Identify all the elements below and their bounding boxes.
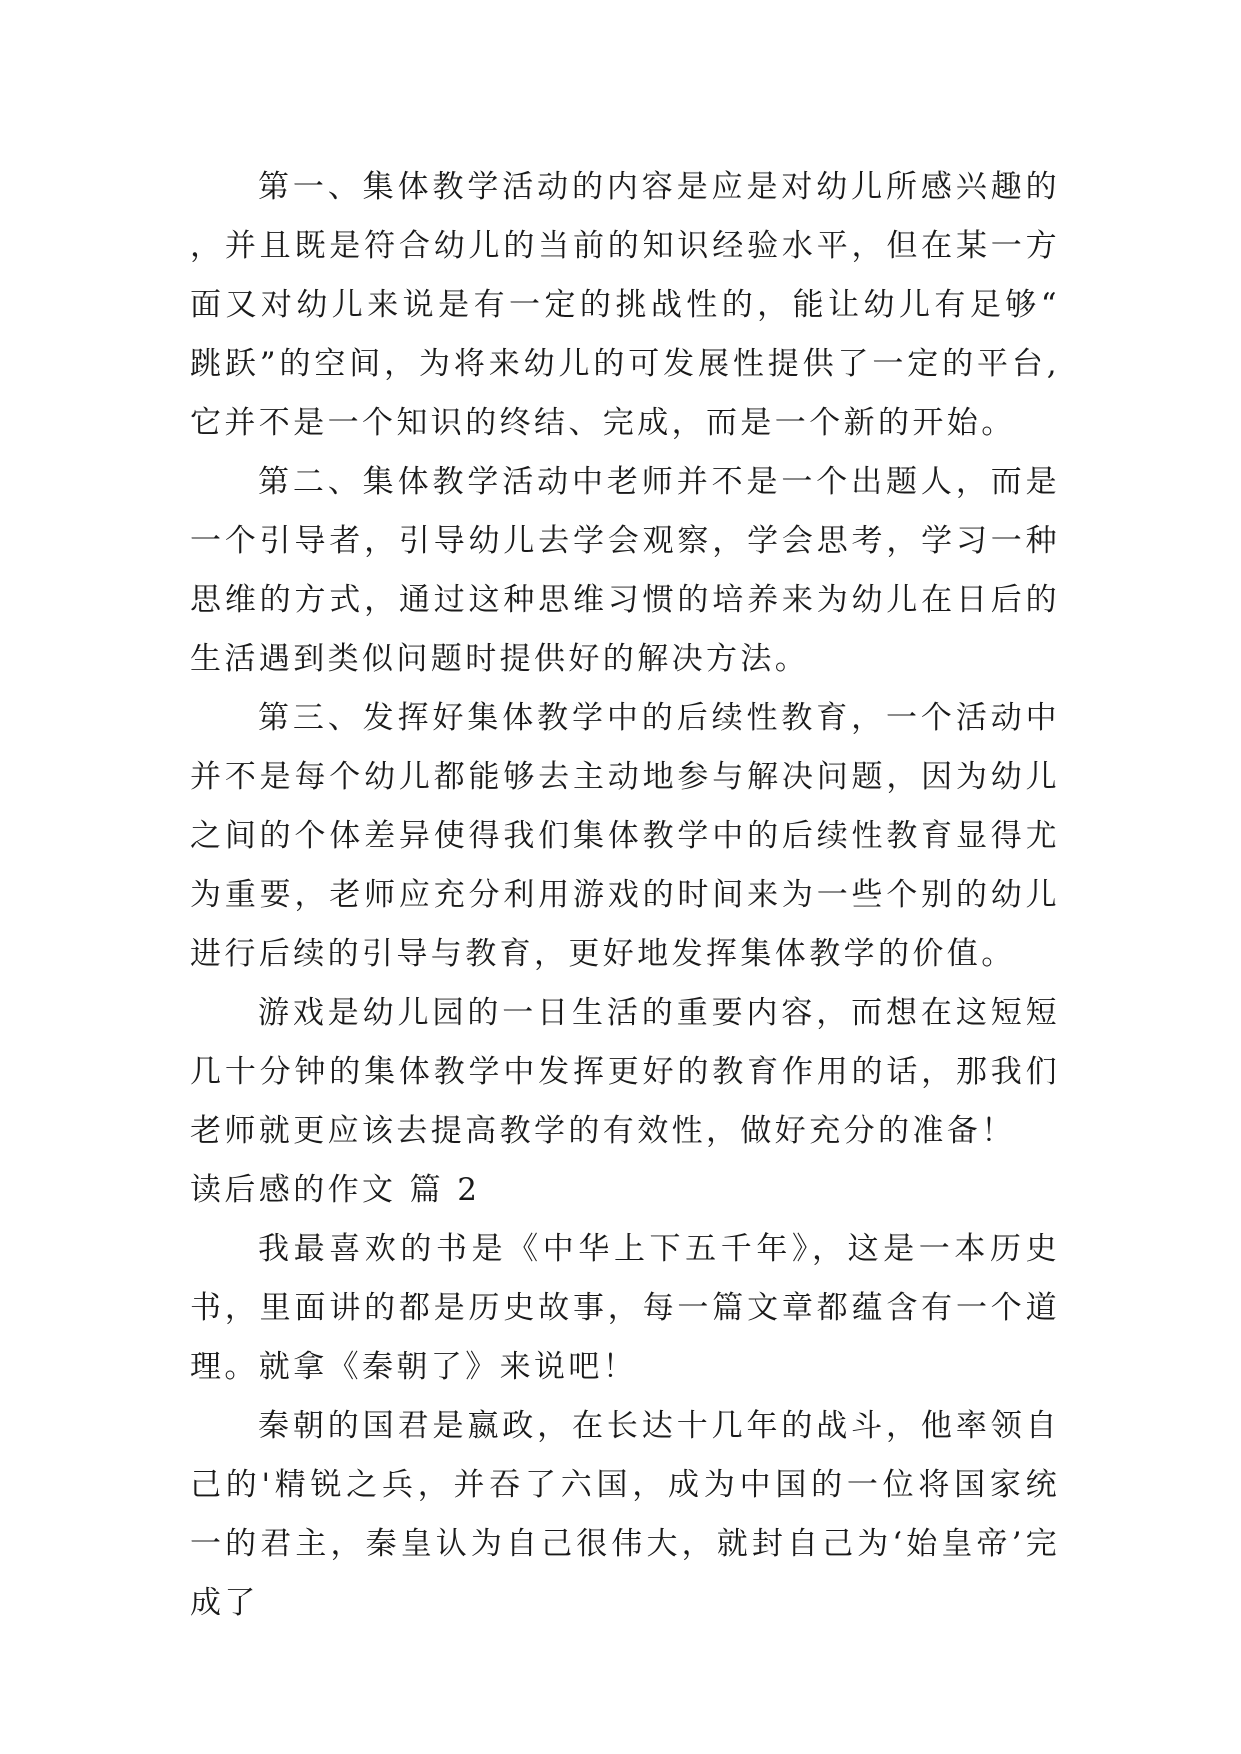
paragraph-2: 第二、集体教学活动中老师并不是一个出题人，而是一个引导者，引导幼儿去学会观察，学会思考，学习一种思维的方式，通过这种思维习惯的培养来为幼儿在日后的生活遇到类似问题时提供好的解决方法。 xyxy=(190,464,1060,677)
paragraph-5: 我最喜欢的书是《中华上下五千年》，这是一本历史书，里面讲的都是历史故事，每一篇文章都蕴含有一个道理。就拿《秦朝了》来说吧！ xyxy=(190,1231,1060,1385)
paragraph-1: 第一、集体教学活动的内容是应是对幼儿所感兴趣的，并且既是符合幼儿的当前的知识经验水平，但在某一方面又对幼儿来说是有一定的挑战性的，能让幼儿有足够“跳跃”的空间，为将来幼儿的可发展性提供了一定的平台,它并不是一个知识的终结、完成，而是一个新的开始。 xyxy=(190,169,1060,441)
paragraph-6: 秦朝的国君是嬴政，在长达十几年的战斗，他率领自己的'精锐之兵，并吞了六国，成为中国的一位将国家统一的君主，秦皇认为自己很伟大，就封自己为‘始皇帝’完成了 xyxy=(190,1408,1060,1621)
section-heading: 读后感的作文 篇 2 xyxy=(190,1172,481,1208)
document-body xyxy=(190,158,1060,1633)
paragraph-4: 游戏是幼儿园的一日生活的重要内容，而想在这短短几十分钟的集体教学中发挥更好的教育作用的话，那我们老师就更应该去提高教学的有效性，做好充分的准备！ xyxy=(190,995,1060,1149)
paragraph-3: 第三、发挥好集体教学中的后续性教育，一个活动中并不是每个幼儿都能够去主动地参与解决问题，因为幼儿之间的个体差异使得我们集体教学中的后续性教育显得尤为重要，老师应充分利用游戏的时间来为一些个别的幼儿进行后续的引导与教育，更好地发挥集体教学的价值。 xyxy=(190,700,1060,972)
